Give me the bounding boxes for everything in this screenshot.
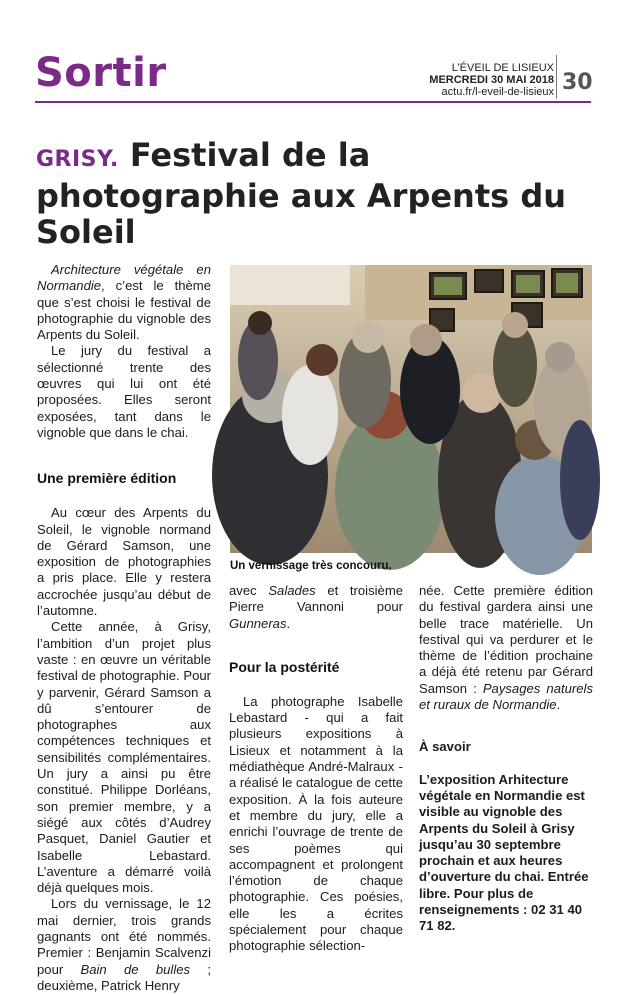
intro-theme: Architecture végétale en Normandie — [37, 262, 211, 294]
body-paragraph: avec Salades et troisième Pierre Vannoni pour Gunneras. — [229, 583, 404, 631]
header-divider — [556, 55, 557, 99]
body-paragraph: Cette année, à Grisy, l’ambition d’un projet plus vaste : en œuvre un véritable festival de photographie. Pour y parvenir, Gérard Samson a dû s’entourer de photographes aux compétences techniques et sensibilités complémentaires. Un jury a ainsi pu être constitué. Philippe Dorléans, son premier membre, y a siégé aux côtés d’Audrey Pasquet, Daniel Gautier et Isabelle Lebastard. L’aventure a démarré voilà déjà quelques mois. — [37, 619, 211, 896]
column-2 — [229, 583, 403, 955]
headline-kicker: GRISY. — [36, 147, 119, 172]
event-photo — [230, 265, 592, 553]
headline — [36, 137, 566, 250]
issue-date: MERCREDI 30 MAI 2018 — [429, 74, 554, 86]
masthead — [429, 62, 554, 98]
body-paragraph: La photographe Isabelle Lebastard - qui a fait plusieurs expositions à Lisieux et notamment à la médiathèque André-Malraux - a réalisé le catalogue de cette exposition. À la fois auteure et membre du jury, elle a enrichi l’ouvrage de trente de ses poèmes qui accompagnent et prolongent l’émotion de chaque photographie. Ces poésies, elle les a écrites spécialement pour chaque photographie sélection- — [229, 693, 403, 954]
body-paragraph: née. Cette première édition du festival gardera ainsi une belle trace matérielle. Un festival qui va perdurer et le thème de l’édition prochaine a déjà été retenu par Gérard Samson : Paysages naturels et ruraux de Normandie. — [419, 583, 593, 713]
intro-paragraph-2: Le jury du festival a sélectionné trente des œuvres qui lui ont été proposées. Elles seront exposées, tant dans le vignoble que dans le chai. — [37, 343, 211, 440]
intro-paragraph-1: Architecture végétale en Normandie, c’est le thème que s’est choisi le festival de photographie du vignoble des Arpents du Soleil. — [37, 262, 211, 343]
subheading-first-edition: Une première édition — [37, 470, 177, 487]
header-rule — [35, 101, 591, 103]
photo-caption: Un vernissage très concouru. — [230, 560, 392, 572]
section-title: Sortir — [35, 50, 167, 96]
paper-name: L’ÉVEIL DE LISIEUX — [451, 62, 554, 74]
column-3 — [419, 583, 593, 935]
info-box-text: L’exposition Arhitecture végétale en Normandie est visible au vignoble des Arpents du Soleil à Grisy jusqu’au 30 septembre prochain et aux heures d’ouverture du chai. Entrée libre. Pour plus de renseignements : 02 31 40 71 82. — [419, 771, 589, 934]
body-paragraph: Lors du vernissage, le 12 mai dernier, trois grands gagnants ont été nommés. Premier : Benjamin Scalvenzi pour Bain de bulles ; deuxième, Patrick Henry — [37, 896, 211, 993]
info-box-title: À savoir — [419, 739, 471, 755]
subheading-posterity: Pour la postérité — [229, 658, 340, 675]
page-number: 30 — [562, 70, 593, 95]
headline-title: Festival de la photographie aux Arpents du Soleil — [36, 136, 566, 251]
paper-url[interactable]: actu.fr/l-eveil-de-lisieux — [441, 86, 554, 98]
column-1 — [37, 262, 211, 994]
body-paragraph: Au cœur des Arpents du Soleil, le vignoble normand de Gérard Samson, une exposition de photographies a pris place. Elle y restera accrochée jusqu’au début de l’automne. — [37, 505, 211, 619]
